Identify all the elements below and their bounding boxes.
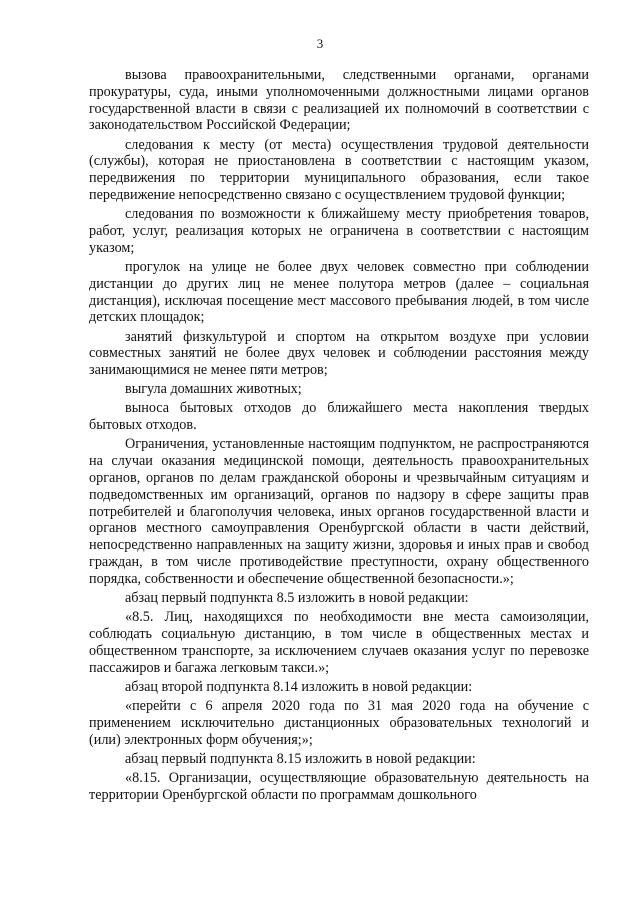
paragraph: абзац второй подпункта 8.14 изложить в новой редакции: bbox=[125, 678, 473, 695]
document-body bbox=[89, 67, 589, 804]
paragraph: выноса бытовых отходов до ближайшего места накопления твердых бытовых отходов. bbox=[89, 400, 589, 434]
paragraph: Ограничения, установленные настоящим подпунктом, не распространяются на случаи оказания медицинской помощи, деятельность правоохранительных органов, органов по делам гражданской обороны и чрезвычайным ситуациям и подведомственных им организаций, органов по надзору в сфере защиты прав потребителей и благополучия человека, иных органов государственной власти и органов местного самоуправления Оренбургской области в части действий, непосредственно направленных на защиту жизни, здоровья и иных прав и свобод граждан, в том числе противодействие преступности, охрану общественного порядка, собственности и обеспечение общественной безопасности.»; bbox=[89, 436, 589, 587]
paragraph: абзац первый подпункта 8.5 изложить в новой редакции: bbox=[125, 590, 469, 607]
page-number: 3 bbox=[316, 36, 324, 51]
paragraph: следования по возможности к ближайшему месту приобретения товаров, работ, услуг, реализация которых не ограничена в соответствии с настоящим указом; bbox=[89, 206, 589, 256]
paragraph: занятий физкультурой и спортом на открытом воздухе при условии совместных занятий не более двух человек и соблюдении расстояния между занимающимися не менее пяти метров; bbox=[89, 328, 589, 379]
paragraph: выгула домашних животных; bbox=[125, 381, 302, 398]
paragraph: абзац первый подпункта 8.15 изложить в новой редакции: bbox=[125, 750, 476, 767]
paragraph: следования к месту (от места) осуществления трудовой деятельности (службы), которая не приостановлена в соответствии с настоящим указом, передвижения по территории муниципального образования, если такое передвижение непосредственно связано с осуществлением трудовой функции; bbox=[89, 136, 589, 203]
paragraph: прогулок на улице не более двух человек совместно при соблюдении дистанции до других лиц не менее полутора метров (далее – социальная дистанция), исключая посещение мест массового пребывания людей, в том числе детских площадок; bbox=[89, 258, 589, 326]
paragraph: вызова правоохранительными, следственными органами, органами прокуратуры, суда, иными уполномоченными должностными лицами органов государственной власти в связи с реализацией их полномочий в соответствии с законодательством Российской Федерации; bbox=[89, 67, 589, 134]
paragraph: «перейти с 6 апреля 2020 года по 31 мая 2020 года на обучение с применением исключительно дистанционных образовательных технологий и (или) электронных форм обучения;»; bbox=[89, 697, 589, 748]
paragraph: «8.15. Организации, осуществляющие образовательную деятельность на территории Оренбургской области по программам дошкольного bbox=[89, 769, 589, 803]
paragraph: «8.5. Лиц, находящихся по необходимости вне места самоизоляции, соблюдать социальную дистанцию, в том числе в общественных местах и общественном транспорте, за исключением случаев оказания услуг по перевозке пассажиров и багажа легковым такси.»; bbox=[89, 609, 589, 676]
